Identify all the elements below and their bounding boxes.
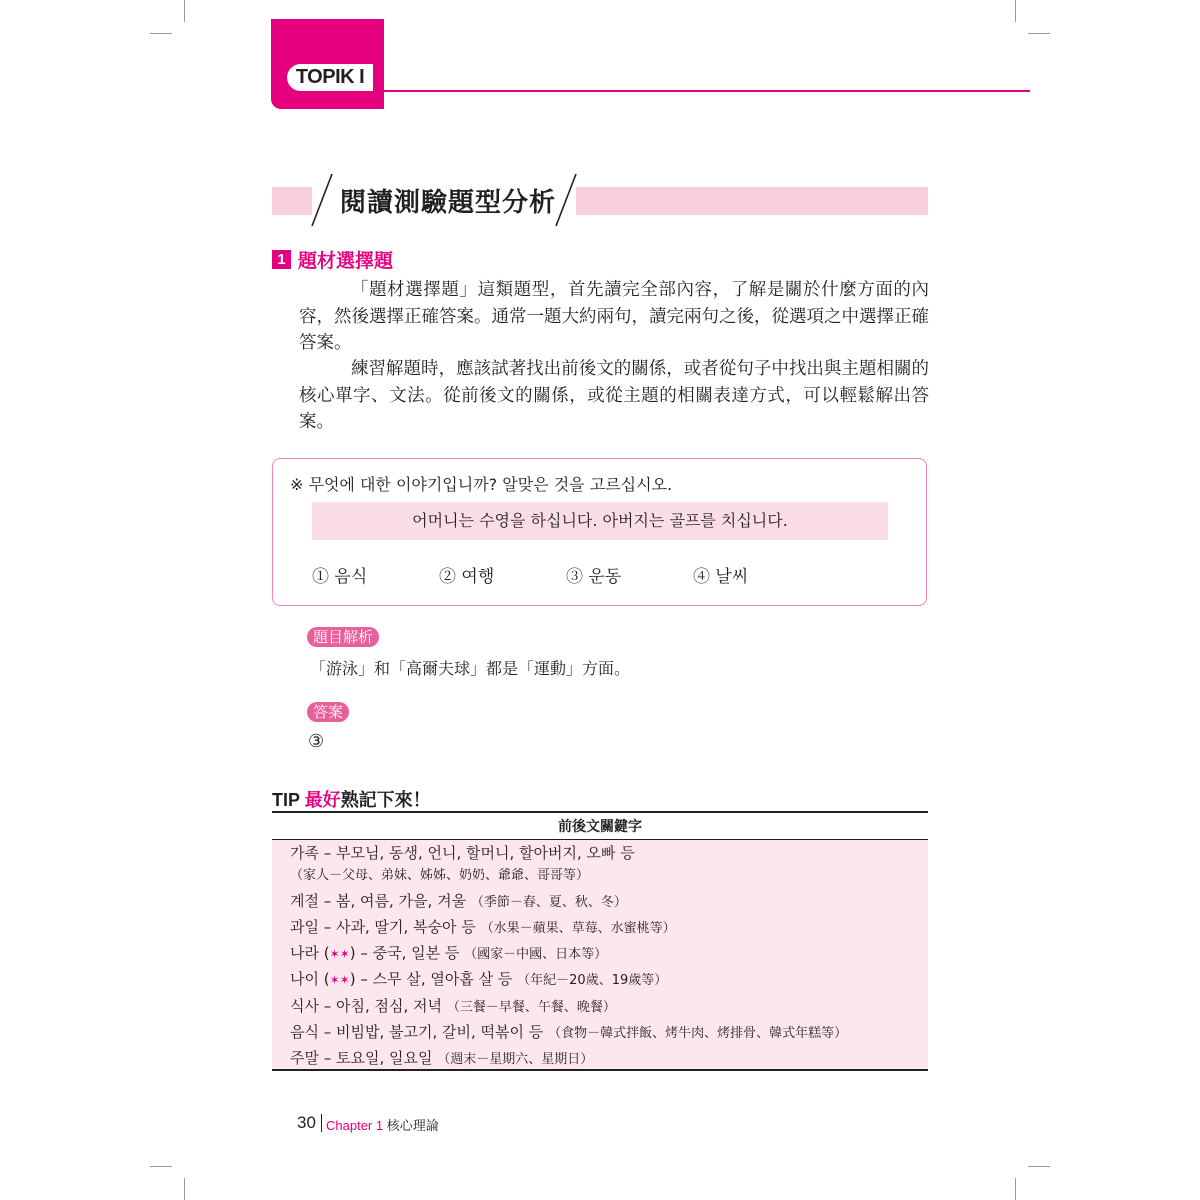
row-chinese: （水果－蘋果、草莓、水蜜桃等）	[480, 921, 676, 936]
crop-mark	[1028, 1166, 1050, 1167]
chapter-title: 核心理論	[386, 1118, 439, 1133]
table-row	[290, 842, 635, 863]
crop-mark	[184, 0, 185, 22]
crop-mark	[1028, 33, 1050, 34]
chapter-number: Chapter 1	[326, 1118, 387, 1133]
row-chinese: （週末－星期六、星期日）	[437, 1052, 594, 1067]
paragraph: 練習解題時，應該試著找出前後文的關係，或者從句子中找出與主題相關的核心單字、文法。從前後文的關係，或從主題的相關表達方式，可以輕鬆解出答案。	[299, 359, 929, 432]
row-korean: 음식 – 비빔밥, 불고기, 갈비, 떡볶이 등	[290, 1023, 544, 1041]
answer-label: 答案	[307, 702, 349, 722]
row-korean: ) – 스무 살, 열아홉 살 등	[349, 970, 513, 988]
footer-divider	[321, 1114, 322, 1132]
header-tab-label: TOPIK I	[295, 66, 365, 88]
table-bottom-rule	[272, 1069, 928, 1071]
crop-mark	[1015, 1178, 1016, 1200]
tip-title	[272, 786, 431, 812]
star-icon: ✶✶	[329, 973, 350, 987]
header-rule	[384, 90, 1030, 92]
answer-value: ③	[308, 731, 325, 752]
option-1: ① 음식	[312, 567, 368, 587]
table-row	[290, 1047, 593, 1068]
crop-mark	[184, 1178, 185, 1200]
row-chinese: （國家－中國、日本等）	[464, 947, 608, 962]
table-row	[290, 968, 667, 989]
table-row	[290, 1021, 847, 1042]
analysis-label: 題目解析	[307, 627, 379, 647]
table-row	[290, 942, 607, 963]
row-chinese: （食物－韓式拌飯、烤牛肉、烤排骨、韓式年糕等）	[548, 1026, 848, 1041]
table-row	[290, 916, 676, 937]
row-chinese: （年紀－20歲、19歲等）	[517, 973, 668, 988]
question-sentence: 어머니는 수영을 하십니다. 아버지는 골프를 치십니다.	[412, 511, 788, 530]
option-2: ② 여행	[439, 567, 495, 587]
crop-mark	[1015, 0, 1016, 22]
table-row	[290, 890, 627, 911]
star-icon: ✶✶	[329, 947, 350, 961]
tip-emphasis: 最好	[304, 790, 341, 810]
section-title: 閱讀測驗題型分析	[340, 188, 557, 218]
row-korean: 주말 – 토요일, 일요일	[290, 1049, 433, 1067]
table-row-subline	[290, 864, 589, 883]
chapter-label	[326, 1115, 439, 1134]
row-chinese: （季節－春、夏、秋、冬）	[470, 895, 627, 910]
row-chinese: （三餐－早餐、午餐、晚餐）	[446, 1000, 616, 1015]
crop-mark	[150, 1166, 172, 1167]
question-prompt: ※ 무엇에 대한 이야기입니까? 알맞은 것을 고르십시오.	[290, 475, 673, 494]
row-korean: 나라 (	[290, 944, 330, 962]
tip-suffix: 熟記下來！	[340, 790, 431, 810]
subsection-title: 題材選擇題	[298, 250, 394, 272]
row-korean: 식사 – 아침, 점심, 저녁	[290, 997, 443, 1015]
row-korean: 나이 (	[290, 970, 330, 988]
analysis-text: 「游泳」和「高爾夫球」都是「運動」方面。	[310, 659, 631, 678]
row-chinese: （家人－父母、弟妹、姊姊、奶奶、爺爺、哥哥等）	[290, 868, 590, 883]
table-row	[290, 995, 616, 1016]
row-korean: 계절 – 봄, 여름, 가을, 겨울	[290, 892, 467, 910]
page-number: 30	[297, 1113, 316, 1132]
crop-mark	[150, 33, 172, 34]
subsection-number: 1	[272, 250, 291, 269]
paragraph: 「題材選擇題」這類題型，首先讀完全部內容，了解是關於什麼方面的內容，然後選擇正確答案。通常一題大約兩句，讀完兩句之後，從選項之中選擇正確答案。	[299, 280, 929, 353]
row-korean: 가족 – 부모님, 동생, 언니, 할머니, 할아버지, 오빠 등	[290, 844, 635, 862]
row-korean: 과일 – 사과, 딸기, 복숭아 등	[290, 918, 476, 936]
tip-prefix: TIP	[272, 790, 305, 810]
row-korean: ) – 중국, 일본 등	[349, 944, 460, 962]
option-3: ③ 운동	[566, 567, 622, 587]
table-header: 前後文關鍵字	[558, 819, 642, 835]
table-top-rule	[272, 811, 928, 813]
option-4: ④ 날씨	[693, 567, 749, 587]
